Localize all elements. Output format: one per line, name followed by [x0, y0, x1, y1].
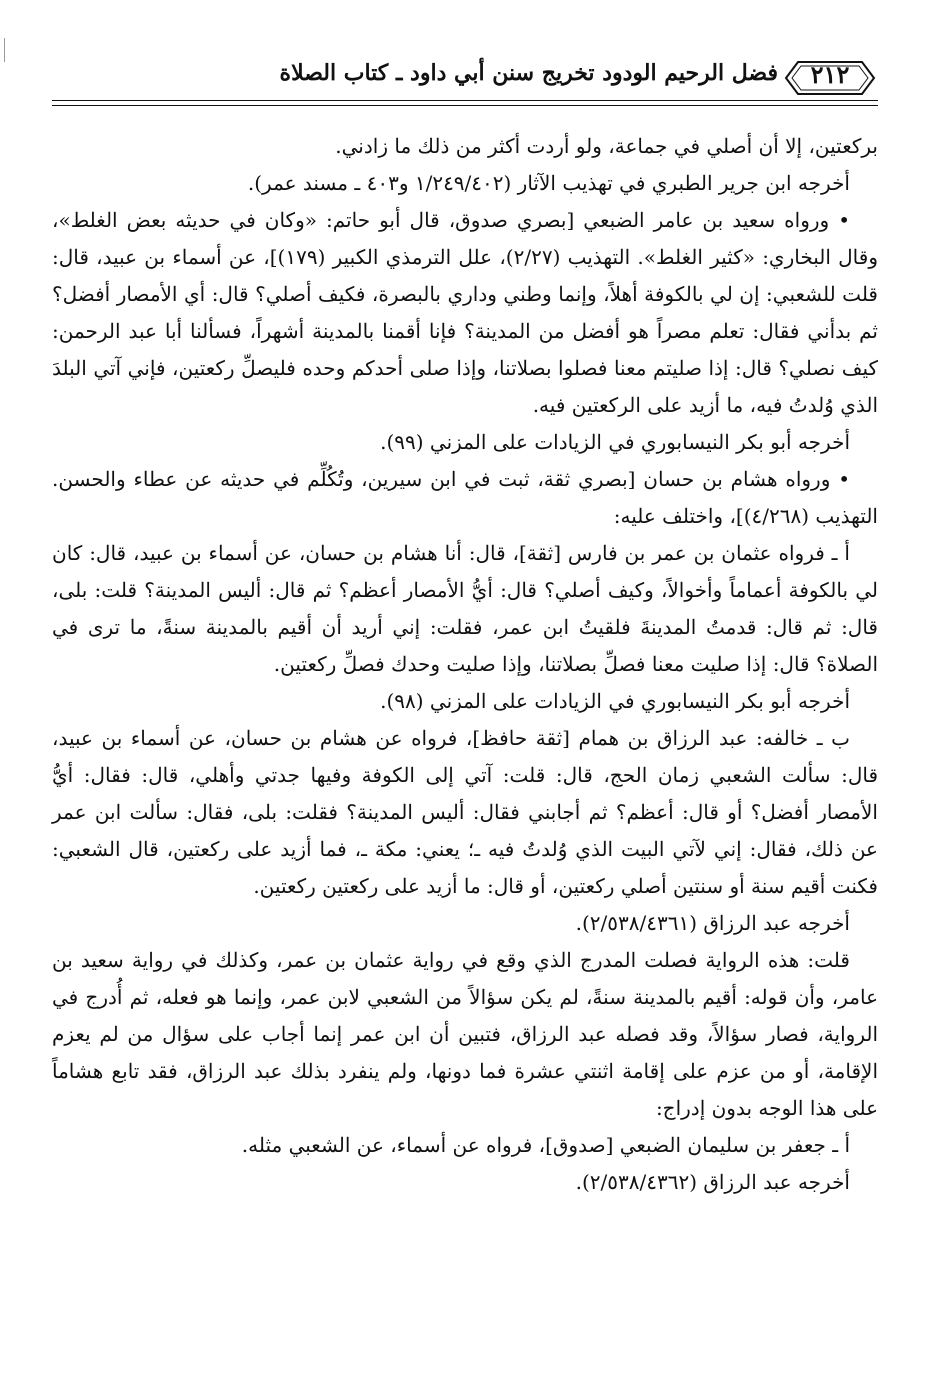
- paragraph: ب ـ خالفه: عبد الرزاق بن همام [ثقة حافظ]، فرواه عن هشام بن حسان، عن أسماء بن عبيد، قال: سألت الشعبي زمان الحج، قال: قلت: آتي إلى الكوفة وفيها جدتي وأهلي، قال: فقال: أيُّ الأمصار أفضل؟ أو قال: أعظم؟ ثم أجابني فقال: أليس المدينة؟ فقلت: بلى، فقال: سألت ابن عمر عن ذلك، فقال: إني لآتي البيت الذي وُلدتُ فيه ـ؛ يعني: مكة ـ، فما أزيد على ركعتين، قال الشعبي: فكنت أقيم سنة أو سنتين أصلي ركعتين، أو قال: ما أزيد على ركعتين ركعتين.: [52, 726, 879, 898]
- header-rule: [52, 105, 878, 106]
- running-title: فضل الرحيم الودود تخريج سنن أبي داود ـ كتاب الصلاة: [279, 60, 778, 86]
- paragraph: قلت: هذه الرواية فصلت المدرج الذي وقع في رواية عثمان بن عمر، وكذلك في رواية سعيد بن عامر، وأن قوله: أقيم بالمدينة سنةً، لم يكن سؤالاً من الشعبي لابن عمر، وإنما هو فعله، ثم أُدرج في الرواية، فصار سؤالاً، وقد فصله عبد الرزاق، فتبين أن ابن عمر إنما أجاب على سؤال من لم يعزم الإقامة، أو من عزم على إقامة اثنتي عشرة فما دونها، ولم ينفرد بذلك عبد الرزاق، فقد تابع هشاماً على هذا الوجه بدون إدراج:: [52, 948, 878, 1120]
- paragraph: أ ـ جعفر بن سليمان الضبعي [صدوق]، فرواه عن أسماء، عن الشعبي مثله.: [241, 1133, 850, 1157]
- paragraph: بركعتين، إلا أن أصلي في جماعة، ولو أردت أكثر من ذلك ما زادني.: [335, 134, 878, 158]
- paragraph: • ورواه سعيد بن عامر الضبعي [بصري صدوق، قال أبو حاتم: «وكان في حديثه بعض الغلط»، وقال البخاري: «كثير الغلط». التهذيب (٢/٢٧)، علل الترمذي الكبير (١٧٩)]، عن أسماء بن عبيد، قال: قلت للشعبي: إن لي بالكوفة أهلاً، وإنما وطني وداري بالبصرة، فكيف أصلي؟ قال: أي الأمصار أفضل؟ ثم بدأني فقال: تعلم مصراً هو أفضل من المدينة؟ فإنا أقمنا بالمدينة أشهراً، فسألنا أبا عبد الرحمن: كيف نصلي؟ قال: إذا صليتم معنا فصلوا بصلاتنا، وإذا صلى أحدكم وحده فليصلِّ ركعتين، فإني آتي البلدَ الذي وُلدتُ فيه، ما أزيد على الركعتين فيه.: [52, 208, 878, 417]
- page-header: [52, 54, 878, 106]
- page-edge-mark: [4, 38, 8, 62]
- header-rule-upper: [52, 100, 878, 101]
- paragraph: أخرجه عبد الرزاق (٢/٥٣٨/٤٣٦١).: [575, 911, 850, 935]
- paragraph: أ ـ فرواه عثمان بن عمر بن فارس [ثقة]، قال: أنا هشام بن حسان، عن أسماء بن عبيد، قال: كان لي بالكوفة أعماماً وأخوالاً، وكيف أصلي؟ قال: أيُّ الأمصار أعظم؟ ثم قال: أليس المدينة؟ قلت: بلى، قال: ثم قال: قدمتُ المدينةَ فلقيتُ ابن عمر، فقلت: إني أريد أن أقيم بالمدينة سنةً، ما ترى في الصلاة؟ قال: إذا صليت معنا فصلِّ بصلاتنا، وإذا صليت وحدك فصلِّ ركعتين.: [52, 541, 878, 676]
- page-number-ornament: [782, 54, 878, 102]
- paragraph: أخرجه أبو بكر النيسابوري في الزيادات على المزني (٩٩).: [380, 430, 850, 454]
- paragraph: أخرجه أبو بكر النيسابوري في الزيادات على المزني (٩٨).: [380, 689, 850, 713]
- page-body: [52, 128, 878, 1201]
- paragraph: أخرجه عبد الرزاق (٢/٥٣٨/٤٣٦٢).: [575, 1170, 850, 1194]
- paragraph: أخرجه ابن جرير الطبري في تهذيب الآثار (١/٢٤٩/٤٠٢ و٤٠٣ ـ مسند عمر).: [247, 171, 850, 195]
- paragraph: • ورواه هشام بن حسان [بصري ثقة، ثبت في ابن سيرين، وتُكُلِّم في حديثه عن عطاء والحسن. التهذيب (٤/٢٦٨)]، واختلف عليه:: [52, 467, 878, 528]
- page-number: ٢١٢: [810, 60, 850, 89]
